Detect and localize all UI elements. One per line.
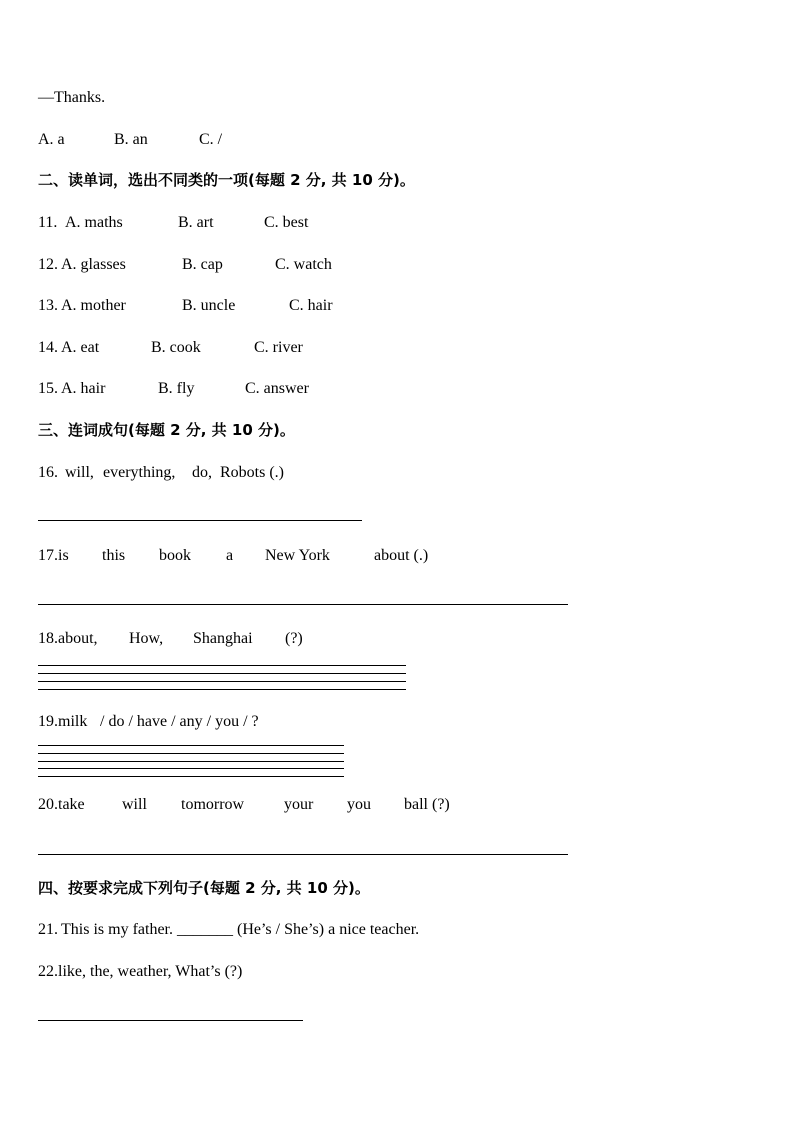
question-10-options	[38, 130, 222, 150]
word: tomorrow	[181, 796, 245, 813]
answer-line[interactable]	[38, 673, 406, 674]
section-3-heading: 三、连词成句(每题 2 分, 共 10 分)。	[38, 421, 295, 439]
question-12	[38, 255, 332, 275]
question-14	[38, 338, 303, 358]
option-c: C. river	[254, 339, 303, 356]
answer-line[interactable]	[38, 520, 362, 521]
question-number: 17.	[38, 547, 58, 564]
question-21	[38, 920, 419, 940]
question-number-and-first-word	[38, 629, 129, 649]
question-15	[38, 379, 309, 399]
question-19	[38, 712, 259, 732]
word: ball (?)	[404, 796, 450, 813]
word: everything,	[103, 464, 176, 481]
word: this	[102, 547, 126, 564]
section-2-heading: 二、读单词，选出不同类的一项(每题 2 分, 共 10 分)。	[38, 171, 415, 189]
word: about,	[58, 630, 98, 647]
option-a: A. a	[38, 131, 65, 148]
question-number: 20.	[38, 796, 58, 813]
answer-line[interactable]	[38, 854, 568, 855]
answer-line[interactable]	[38, 776, 344, 777]
option-c: C. hair	[289, 297, 333, 314]
option-c: C. best	[264, 214, 309, 231]
word: a	[226, 547, 234, 564]
question-text: This is my father. _______ (He’s / She’s) a nice teacher.	[61, 921, 420, 938]
word: / do / have / any / you / ?	[100, 713, 259, 730]
word: will	[122, 796, 147, 813]
answer-line[interactable]	[38, 681, 406, 682]
option-b: B. fly	[158, 380, 195, 397]
answer-line[interactable]	[38, 1020, 303, 1021]
question-text: like, the, weather, What’s (?)	[58, 963, 243, 980]
option-b: B. uncle	[182, 297, 236, 314]
option-a: A. maths	[65, 214, 123, 231]
answer-line[interactable]	[38, 604, 568, 605]
option-c: C. answer	[245, 380, 309, 397]
question-11	[38, 213, 308, 233]
answer-line[interactable]	[38, 665, 406, 666]
answer-line[interactable]	[38, 753, 344, 754]
option-a: A. mother	[61, 297, 126, 314]
word: you	[347, 796, 371, 813]
option-b: B. an	[114, 131, 148, 148]
word: take	[58, 796, 85, 813]
question-number: 19.	[38, 713, 58, 730]
answer-line[interactable]	[38, 761, 344, 762]
question-number: 21.	[38, 921, 58, 938]
section-4-heading: 四、按要求完成下列句子(每题 2 分, 共 10 分)。	[38, 879, 370, 897]
option-a: A. glasses	[61, 256, 126, 273]
option-b: B. art	[178, 214, 214, 231]
word: New York	[265, 547, 330, 564]
word: your	[284, 796, 314, 813]
question-13	[38, 296, 333, 316]
question-17	[38, 546, 428, 566]
option-c: C. /	[199, 131, 223, 148]
question-number: 13.	[38, 297, 58, 314]
question-number-and-first-word	[38, 712, 100, 732]
question-number: 16.	[38, 464, 58, 481]
word: milk	[58, 713, 88, 730]
question-number: 14.	[38, 339, 58, 356]
question-18	[38, 629, 303, 649]
option-b: B. cap	[182, 256, 223, 273]
word: about (.)	[374, 547, 429, 564]
option-c: C. watch	[275, 256, 332, 273]
word: Shanghai	[193, 630, 253, 647]
question-20	[38, 795, 450, 815]
question-number: 18.	[38, 630, 58, 647]
answer-line[interactable]	[38, 745, 344, 746]
word: (?)	[285, 630, 303, 647]
dialog-line: —Thanks.	[38, 89, 106, 106]
word: Robots (.)	[220, 464, 284, 481]
word: will,	[65, 464, 94, 481]
word: book	[159, 547, 191, 564]
question-16	[38, 463, 284, 483]
answer-line[interactable]	[38, 689, 406, 690]
question-number-and-first-word	[38, 795, 122, 815]
option-a: A. eat	[61, 339, 100, 356]
question-number: 11.	[38, 214, 58, 231]
question-number: 22.	[38, 963, 58, 980]
option-b: B. cook	[151, 339, 201, 356]
question-number-and-first-word	[38, 546, 102, 566]
question-number: 15.	[38, 380, 58, 397]
question-number: 12.	[38, 256, 58, 273]
answer-line[interactable]	[38, 768, 344, 769]
word: How,	[129, 630, 164, 647]
word: do,	[192, 464, 212, 481]
option-a: A. hair	[61, 380, 106, 397]
question-22	[38, 962, 242, 982]
word: is	[58, 547, 69, 564]
